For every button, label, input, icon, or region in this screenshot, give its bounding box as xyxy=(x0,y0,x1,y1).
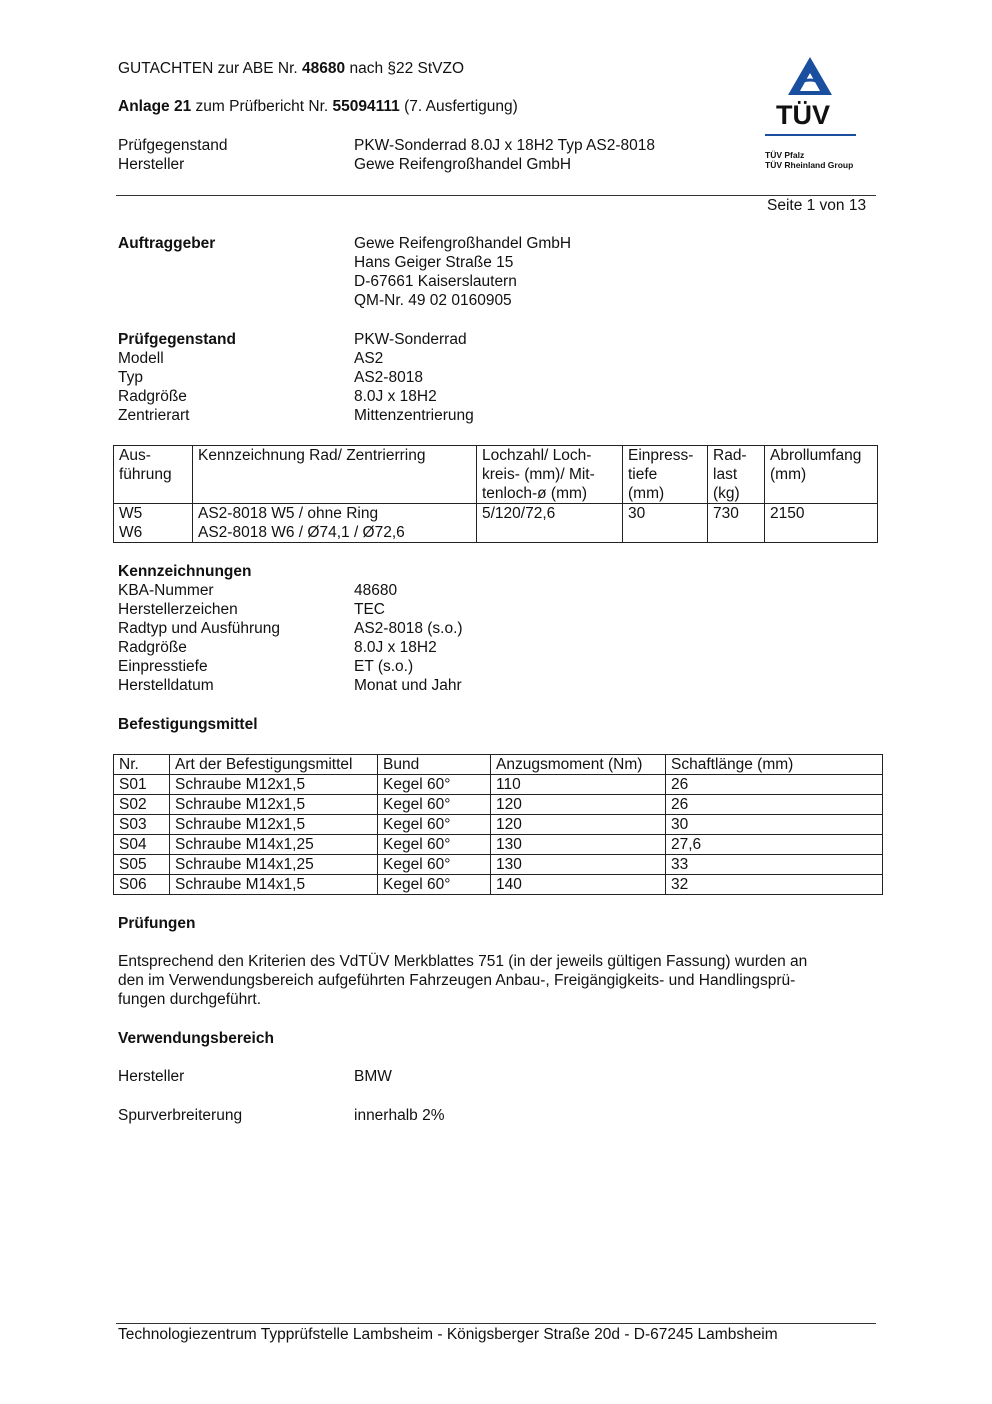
footer-text: Technologiezentrum Typprüfstelle Lambsheim - Königsberger Straße 20d - D-67245 Lambsheim xyxy=(118,1326,778,1343)
header-hersteller-value: Gewe Reifengroßhandel GmbH xyxy=(354,156,572,173)
table-cell: S01 xyxy=(114,775,170,795)
table-cell: 730 xyxy=(708,504,765,543)
table-header-cell: Schaftlänge (mm) xyxy=(666,755,883,775)
table-cell: 30 xyxy=(666,815,883,835)
typ-label: Typ xyxy=(118,369,143,386)
table-cell: Schraube M14x1,5 xyxy=(170,875,378,895)
header-line-1: GUTACHTEN zur ABE Nr. 48680 nach §22 StVZO xyxy=(118,60,465,77)
table-header-cell: Kennzeichnung Rad/ Zentrierring xyxy=(193,446,477,504)
kz-value: ET (s.o.) xyxy=(354,658,414,675)
table-cell: 140 xyxy=(491,875,666,895)
header-line-2: Anlage 21 zum Prüfbericht Nr. 55094111 (7. Ausfertigung) xyxy=(118,98,518,115)
table-cell: Kegel 60° xyxy=(378,875,491,895)
table-cell: Kegel 60° xyxy=(378,855,491,875)
verwendung-title: Verwendungsbereich xyxy=(118,1030,274,1047)
table-cell: 27,6 xyxy=(666,835,883,855)
table-row xyxy=(114,504,878,543)
table-cell: Schraube M12x1,5 xyxy=(170,795,378,815)
logo-line-2: TÜV Rheinland Group xyxy=(765,160,854,170)
table-cell: S03 xyxy=(114,815,170,835)
table-header-row xyxy=(114,446,878,504)
logo-text: TÜV xyxy=(776,100,830,130)
kz-label: Herstellerzeichen xyxy=(118,601,238,618)
table-header-cell: Abrollumfang (mm) xyxy=(765,446,878,504)
header-pg-label: Prüfgegenstand xyxy=(118,137,228,154)
table-header-cell: Einpress- tiefe (mm) xyxy=(623,446,708,504)
tuev-logo xyxy=(762,55,862,175)
table-cell: 130 xyxy=(491,855,666,875)
table-row xyxy=(114,795,883,815)
table-cell: S05 xyxy=(114,855,170,875)
header-rule xyxy=(116,195,876,196)
logo-line-1: TÜV Pfalz xyxy=(765,150,805,160)
table-header-cell: Art der Befestigungsmittel xyxy=(170,755,378,775)
kz-value: 8.0J x 18H2 xyxy=(354,639,437,656)
kz-value: 48680 xyxy=(354,582,398,599)
header-hersteller-label: Hersteller xyxy=(118,156,185,173)
table-cell: W5 W6 xyxy=(114,504,193,543)
table-cell: 120 xyxy=(491,795,666,815)
zentrierart-label: Zentrierart xyxy=(118,407,190,424)
kz-label: Herstelldatum xyxy=(118,677,214,694)
table-cell: 26 xyxy=(666,775,883,795)
table-row xyxy=(114,875,883,895)
table-header-cell: Rad- last (kg) xyxy=(708,446,765,504)
radgroesse-value: 8.0J x 18H2 xyxy=(354,388,437,405)
spurverbreiterung-label: Spurverbreiterung xyxy=(118,1107,243,1124)
table-row xyxy=(114,815,883,835)
table-header-cell: Bund xyxy=(378,755,491,775)
table-cell: 130 xyxy=(491,835,666,855)
auftraggeber-line: D-67661 Kaiserslautern xyxy=(354,273,517,290)
modell-label: Modell xyxy=(118,350,164,367)
typ-value: AS2-8018 xyxy=(354,369,423,386)
auftraggeber-line: Hans Geiger Straße 15 xyxy=(354,254,514,271)
table-cell: AS2-8018 W5 / ohne Ring AS2-8018 W6 / Ø74,1 / Ø72,6 xyxy=(193,504,477,543)
table-cell: 2150 xyxy=(765,504,878,543)
table-cell: Kegel 60° xyxy=(378,795,491,815)
table-header-cell: Anzugsmoment (Nm) xyxy=(491,755,666,775)
table-cell: Kegel 60° xyxy=(378,815,491,835)
table-cell: Kegel 60° xyxy=(378,775,491,795)
table-cell: 120 xyxy=(491,815,666,835)
kz-label: Einpresstiefe xyxy=(118,658,208,675)
zentrierart-value: Mittenzentrierung xyxy=(354,407,474,424)
kz-value: AS2-8018 (s.o.) xyxy=(354,620,463,637)
befestigung-table xyxy=(113,754,883,895)
pruefungen-text-line: fungen durchgeführt. xyxy=(118,991,262,1008)
kz-value: Monat und Jahr xyxy=(354,677,462,694)
kennzeichnungen-title: Kennzeichnungen xyxy=(118,563,252,580)
befestigung-title: Befestigungsmittel xyxy=(118,716,258,733)
table-cell: 30 xyxy=(623,504,708,543)
auftraggeber-line: Gewe Reifengroßhandel GmbH xyxy=(354,235,572,252)
table-cell: S06 xyxy=(114,875,170,895)
table-cell: Schraube M12x1,5 xyxy=(170,815,378,835)
table-header-cell: Lochzahl/ Loch- kreis- (mm)/ Mit- tenloch-ø (mm) xyxy=(477,446,623,504)
pruefungen-title: Prüfungen xyxy=(118,915,196,932)
kz-label: Radtyp und Ausführung xyxy=(118,620,281,637)
table-cell: Schraube M14x1,25 xyxy=(170,855,378,875)
ausfuehrung-table xyxy=(113,445,878,543)
pg-value: PKW-Sonderrad xyxy=(354,331,467,348)
table-row xyxy=(114,775,883,795)
page-number: Seite 1 von 13 xyxy=(767,197,867,214)
table-header-cell: Nr. xyxy=(114,755,170,775)
pg-label: Prüfgegenstand xyxy=(118,331,236,348)
table-row xyxy=(114,855,883,875)
kz-label: Radgröße xyxy=(118,639,187,656)
header-pg-value: PKW-Sonderrad 8.0J x 18H2 Typ AS2-8018 xyxy=(354,137,655,154)
radgroesse-label: Radgröße xyxy=(118,388,187,405)
footer-rule xyxy=(116,1323,876,1324)
auftraggeber-line: QM-Nr. 49 02 0160905 xyxy=(354,292,512,309)
table-cell: 110 xyxy=(491,775,666,795)
table-cell: Schraube M14x1,25 xyxy=(170,835,378,855)
modell-value: AS2 xyxy=(354,350,384,367)
table-cell: S04 xyxy=(114,835,170,855)
table-row xyxy=(114,835,883,855)
table-cell: 33 xyxy=(666,855,883,875)
table-header-cell: Aus- führung xyxy=(114,446,193,504)
kz-value: TEC xyxy=(354,601,385,618)
auftraggeber-label: Auftraggeber xyxy=(118,235,216,252)
table-cell: S02 xyxy=(114,795,170,815)
spurverbreiterung-value: innerhalb 2% xyxy=(354,1107,445,1124)
table-cell: 26 xyxy=(666,795,883,815)
verwendung-hersteller-value: BMW xyxy=(354,1068,392,1085)
table-cell: 32 xyxy=(666,875,883,895)
table-cell: 5/120/72,6 xyxy=(477,504,623,543)
table-header-row xyxy=(114,755,883,775)
verwendung-hersteller-label: Hersteller xyxy=(118,1068,185,1085)
kz-label: KBA-Nummer xyxy=(118,582,214,599)
table-cell: Schraube M12x1,5 xyxy=(170,775,378,795)
table-cell: Kegel 60° xyxy=(378,835,491,855)
pruefungen-text-line: Entsprechend den Kriterien des VdTÜV Merkblattes 751 (in der jeweils gültigen Fassung) wurden an xyxy=(118,953,808,970)
pruefungen-text-line: den im Verwendungsbereich aufgeführten Fahrzeugen Anbau-, Freigängigkeits- und Handlingsprü- xyxy=(118,972,796,989)
